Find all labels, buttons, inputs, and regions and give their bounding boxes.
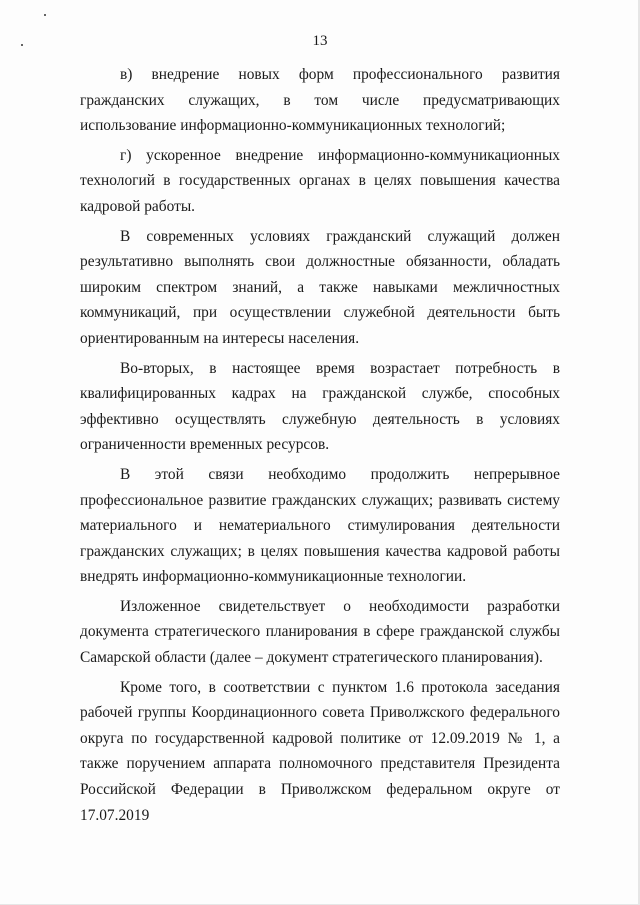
- page-number: 13: [312, 33, 328, 49]
- paragraph-modern-conditions: В современных условиях гражданский служащий должен результативно выполнять свои должностные обязанности, обладать широким спектром знаний, а также навыками межличностных коммуникаций, при осуществлении служебной деятельности быть ориентированным на интересы населения.: [80, 227, 560, 347]
- scan-speck: [44, 14, 46, 16]
- paragraph-necessity: В этой связи необходимо продолжить непрерывное профессиональное развитие гражданских служащих; развивать систему материального и нематериального стимулирования деятельности гражданских служащих; в целях повышения качества кадровой работы внедрять информационно-коммуникационные технологии.: [80, 465, 560, 586]
- paragraph-item-v: в) внедрение новых форм профессионального развития гражданских служащих, в том числе предусматривающих использование информационно-коммуникационных технологий;: [80, 66, 560, 135]
- paragraph-conclusion: Изложенное свидетельствует о необходимости разработки документа стратегического планирования в сфере гражданской службы Самарской области (далее – документ стратегического планирования).: [80, 597, 560, 667]
- paragraph-secondly: Во-вторых, в настоящее время возрастает потребность в квалифицированных кадрах на гражданской службе, способных эффективно осуществлять служебную деятельность в условиях ограниченности временных ресурсов.: [80, 359, 560, 454]
- paragraph-item-g: г) ускоренное внедрение информационно-коммуникационных технологий в государственных органах в целях повышения качества кадровой работы.: [80, 146, 560, 215]
- paragraph-protocol: Кроме того, в соответствии с пунктом 1.6 протокола заседания рабочей группы Координационного совета Приволжского федерального округа по государственной кадровой политике от 12.09.2019 № 1, а также поручением аппарата полномочного представителя Президента Российской Федерации в Приволжском федеральном округе от 17.07.2019: [80, 678, 560, 824]
- document-body: [80, 62, 560, 832]
